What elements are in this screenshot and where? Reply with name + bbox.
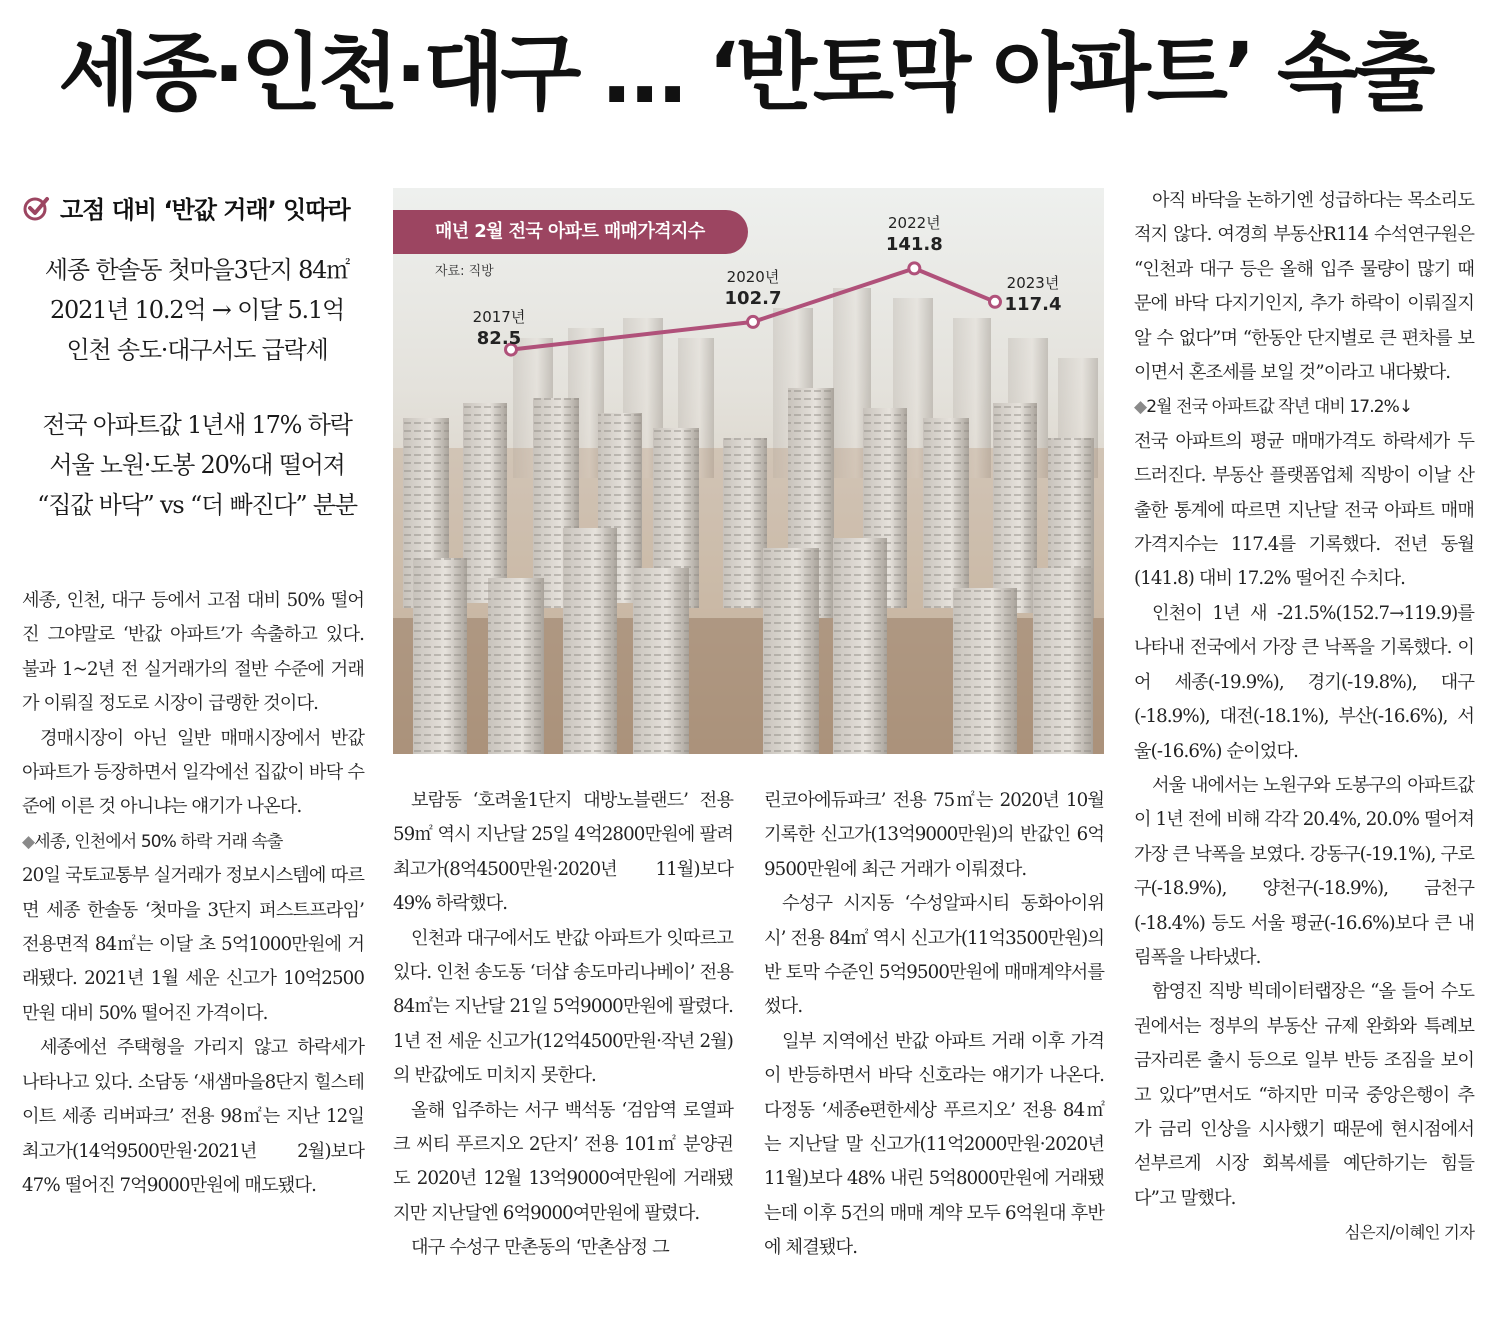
deck-group-1 (22, 250, 372, 370)
check-circle-icon (22, 194, 50, 222)
chart-data-label (973, 272, 1093, 316)
headline: 세종·인천·대구 … ‘반토막 아파트’ 속출 (58, 24, 1432, 122)
deck-line: 2021년 10.2억 → 이달 5.1억 (49, 296, 345, 324)
section-heading: ◆ 세종, 인천에서 50% 하락 거래 속출 (22, 825, 364, 859)
chart-x-label: 2022년 (887, 214, 941, 233)
chart-title: 매년 2월 전국 아파트 매매가격지수 (393, 210, 748, 254)
deck-line: “집값 바닥” vs “더 빠진다” 분분 (37, 491, 357, 519)
paragraph: 보람동 ‘호려울1단지 대방노블랜드’ 전용 59㎡ 역시 지난달 25일 4억2800만원에 팔려 최고가(8억4500만원·2020년 11월)보다 49% 하락했다. (393, 790, 733, 915)
chart-data-label (854, 212, 974, 256)
paragraph: 대구 수성구 만촌동의 ‘만촌삼정 그 (411, 1237, 669, 1259)
chart-data-label (693, 266, 813, 310)
deck-line: 세종 한솔동 첫마을3단지 84㎡ (44, 256, 350, 284)
paragraph: 올해 입주하는 서구 백석동 ‘검암역 로열파크 씨티 푸르지오 2단지’ 전용 101㎡ 분양권도 2020년 12월 13억9000여만원에 거래됐지만 지난달엔 6억9000여만원에 팔렸다. (393, 1099, 733, 1224)
paragraph: 함영진 직방 빅데이터랩장은 “올 들어 수도권에서는 정부의 부동산 규제 완화와 특례보금자리론 출시 등으로 일부 반등 조짐을 보이고 있다”면서도 “하지만 미국 중앙은행이 추가 금리 인상을 시사했기 때문에 현시점에서 섣부르게 시장 회복세를 예단하기는 힘들다”고 말했다. (1134, 981, 1474, 1209)
paragraph: 인천과 대구에서도 반값 아파트가 잇따르고 있다. 인천 송도동 ‘더샵 송도마리나베이’ 전용 84㎡는 지난달 21일 5억9000만원에 팔렸다. 1년 전 세운 신고가(12억4500만원·작년 2월)의 반값에도 미치지 못한다. (393, 927, 733, 1087)
section-heading: ◆ 2월 전국 아파트값 작년 대비 17.2%↓ (1134, 390, 1474, 424)
paragraph: 서울 내에서는 노원구와 도봉구의 아파트값이 1년 전에 비해 각각 20.4%, 20.0% 떨어져 가장 큰 낙폭을 보였다. 강동구(-19.1%), 구로구(-18.9%), 양천구(-18.9%), 금천구(-18.4%) 등도 서울 평균(-16.6%)보다 큰 내림폭을 나타냈다. (1134, 774, 1474, 968)
paragraph: 인천이 1년 새 -21.5%(152.7→119.9)를 나타내 전국에서 가장 큰 낙폭을 기록했다. 이어 세종(-19.9%), 경기(-19.8%), 대구(-18.9%), 대전(-18.1%), 부산(-16.6%), 서울(-16.6%) 순이었다. (1134, 602, 1474, 762)
paragraph: 아직 바닥을 논하기엔 성급하다는 목소리도 적지 않다. 여경희 부동산R114 수석연구원은 “인천과 대구 등은 올해 입주 물량이 많기 때문에 바닥 다지기인지, 추가 하락이 이뤄질지 알 수 없다”며 “한동안 단지별로 큰 편차를 보이면서 혼조세를 보일 것”이라고 내다봤다. (1134, 190, 1474, 384)
chart-value-label: 82.5 (476, 327, 522, 349)
paragraph: 린코아에듀파크’ 전용 75㎡는 2020년 10월 기록한 신고가(13억9000만원)의 반값인 6억9500만원에 최근 거래가 이뤄졌다. (764, 790, 1104, 880)
chart-value-label: 117.4 (1004, 293, 1062, 315)
chart-x-label: 2017년 (472, 307, 526, 326)
paragraph: 경매시장이 아닌 일반 매매시장에서 반값 아파트가 등장하면서 일각에선 집값이 바닥 수준에 이른 것 아니냐는 얘기가 나온다. (22, 727, 364, 818)
chart-point (748, 316, 759, 327)
paragraph: 전국 아파트의 평균 매매가격도 하락세가 두드러진다. 부동산 플랫폼업체 직방이 이날 산출한 통계에 따르면 지난달 전국 아파트 매매가격지수는 117.4를 기록했다. 전년 동월(141.8) 대비 17.2% 떨어진 수치다. (1134, 430, 1474, 590)
chart-x-label: 2023년 (1006, 273, 1060, 292)
deck-line: 전국 아파트값 1년새 17% 하락 (42, 411, 352, 439)
deck-line: 인천 송도·대구서도 급락세 (66, 336, 328, 364)
article-column-1 (22, 584, 364, 1203)
chart-data-label (439, 306, 559, 350)
byline-row (1134, 1216, 1474, 1250)
paragraph: 일부 지역에선 반값 아파트 거래 이후 가격이 반등하면서 바닥 신호라는 얘기가 나온다. 다정동 ‘세종e편한세상 푸르지오’ 전용 84㎡는 지난달 말 신고가(11억2000만원·2020년 11월)보다 48% 내린 5억8000만원에 거래됐는데 이후 5건의 매매 계약 모두 6억원대 후반에 체결됐다. (764, 1030, 1104, 1259)
chart-value-label: 141.8 (885, 234, 943, 256)
paragraph: 20일 국토교통부 실거래가 정보시스템에 따르면 세종 한솔동 ‘첫마을 3단지 퍼스트프라임’ 전용면적 84㎡는 이달 초 5억1000만원에 거래됐다. 2021년 1월 세운 신고가 10억2500만원 대비 50% 떨어진 가격이다. (22, 865, 364, 1024)
article-column-4 (1134, 184, 1474, 1251)
article-column-2 (393, 784, 733, 1266)
paragraph: 세종에선 주택형을 가리지 않고 하락세가 나타나고 있다. 소담동 ‘새샘마을8단지 힐스테이트 세종 리버파크’ 전용 98㎡는 지난 12일 최고가(14억9500만원·2021년 2월)보다 47% 떨어진 7억9000만원에 매도됐다. (22, 1037, 364, 1196)
chart-value-label: 102.7 (724, 287, 782, 309)
deck-group-2 (22, 405, 372, 525)
chart-point (909, 263, 920, 274)
apartment-photo-with-chart (393, 188, 1104, 754)
article-column-3 (764, 784, 1104, 1266)
subhead (22, 190, 372, 225)
subhead-text: 고점 대비 ‘반값 거래’ 잇따라 (60, 196, 350, 224)
deck-line: 서울 노원·도봉 20%대 떨어져 (49, 451, 345, 479)
paragraph: 수성구 시지동 ‘수성알파시티 동화아이위시’ 전용 84㎡ 역시 신고가(11억3500만원)의 반 토막 수준인 5억9500만원에 매매계약서를 썼다. (764, 893, 1104, 1018)
byline: 심은지/이혜인 기자 (1344, 1223, 1474, 1243)
paragraph: 세종, 인천, 대구 등에서 고점 대비 50% 떨어진 그야말로 ‘반값 아파트’가 속출하고 있다. 불과 1~2년 전 실거래가의 절반 수준에 거래가 이뤄질 정도로 시장이 급랭한 것이다. (22, 590, 364, 715)
chart-source: 자료: 직방 (435, 264, 494, 279)
chart-x-label: 2020년 (726, 267, 780, 286)
